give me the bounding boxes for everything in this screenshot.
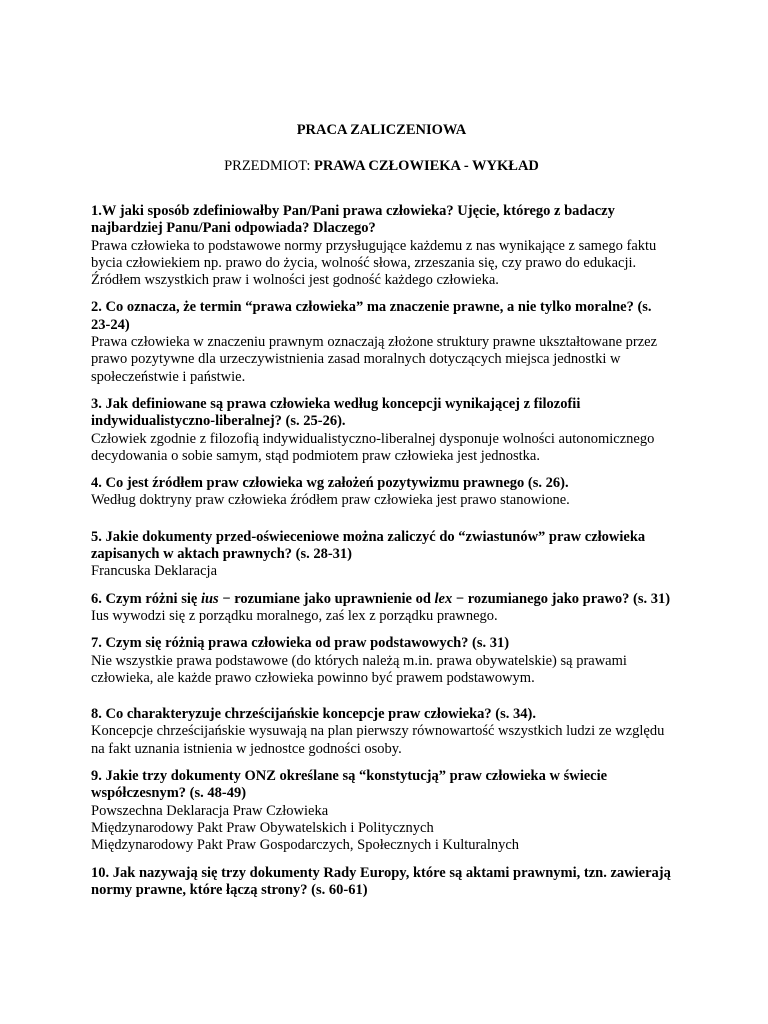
question-text: 9. Jakie trzy dokumenty ONZ określane są “konstytucją” praw człowieka w świecie współczesnym? (s. 48-49) [91,768,608,802]
answer-line: Powszechna Deklaracja Praw Człowieka [91,802,329,819]
qa-item-4 [91,475,672,510]
answer-text: Prawa człowieka to podstawowe normy przysługujące każdemu z nas wynikające z samego faktu bycia człowiekiem np. prawo do życia, wolność słowa, zrzeszania się, czy prawo do edukacji. Źródłem wszystkich praw i wolności jest godność każdego człowieka. [91,237,657,289]
answer-line: Międzynarodowy Pakt Praw Gospodarczych, Społecznych i Kulturalnych [91,837,520,854]
question-text: 2. Co oznacza, że termin “prawa człowieka” ma znaczenie prawne, a nie tylko moralne? (s. 23-24) [91,299,652,333]
answer-text: Człowiek zgodnie z filozofią indywidualistyczno-liberalnej dysponuje wolności autonomicznego decydowania o sobie samym, stąd podmiotem praw człowieka jest jednostka. [91,430,655,464]
question-text: 1.W jaki sposób zdefiniowałby Pan/Pani prawa człowieka? Ujęcie, którego z badaczy najbardziej Panu/Pani odpowiada? Dlaczego? [91,203,615,237]
answer-text: Koncepcje chrześcijańskie wysuwają na plan pierwszy równowartość wszystkich ludzi ze względu na fakt uznania istnienia w jednostce godności osoby. [91,723,665,757]
answer-text: Ius wywodzi się z porządku moralnego, zaś lex z porządku prawnego. [91,607,498,624]
term-ius: ius [200,590,219,607]
answer-text: Nie wszystkie prawa podstawowe (do których należą m.in. prawa obywatelskie) są prawami człowieka, ale każde prawo człowieka powinno być prawem podstawowym. [91,652,627,686]
qa-item-9 [91,768,672,854]
question-list [91,203,672,899]
qa-item-7 [91,635,672,687]
qa-item-8 [91,706,672,758]
term-lex: lex [434,590,453,607]
question-text: 3. Jak definiowane są prawa człowieka według koncepcji wynikającej z filozofii indywidualistyczno-liberalnej? (s. 25-26). [91,395,581,430]
question-text: 10. Jak nazywają się trzy dokumenty Rady Europy, które są aktami prawnymi, tzn. zawierają normy prawne, które łączą strony? (s. 60-61) [91,864,671,898]
question-text: 7. Czym się różnią prawa człowieka od praw podstawowych? (s. 31) [91,635,510,652]
question-part: 6. Czym różni się [91,590,201,607]
question-part: − rozumianego jako prawo? (s. 31) [452,590,671,607]
answer-text: Prawa człowieka w znaczeniu prawnym oznaczają złożone struktury prawne ukształtowane przez prawo pozytywne dla urzeczywistnienia zasad moralnych dotyczących miejsca jednostki w społeczeństwie i państwie. [91,334,658,385]
question-part: − rozumiane jako uprawnienie od [218,590,435,607]
qa-item-6 [91,591,672,626]
subject-value: PRAWA CZŁOWIEKA - WYKŁAD [313,158,539,174]
question-text: 8. Co charakteryzuje chrześcijańskie koncepcje praw człowieka? (s. 34). [91,706,536,723]
qa-item-1 [91,203,672,289]
answer-text: Według doktryny praw człowieka źródłem praw człowieka jest prawo stanowione. [91,492,570,509]
qa-item-10 [91,865,672,900]
document-title: PRACA ZALICZENIOWA [296,122,467,138]
answer-line: Międzynarodowy Pakt Praw Obywatelskich i Politycznych [91,819,434,836]
qa-item-2 [91,299,672,385]
question-text: 4. Co jest źródłem praw człowieka wg założeń pozytywizmu prawnego (s. 26). [91,475,569,492]
subject-label: PRZEDMIOT: [224,158,314,174]
question-text [91,591,672,608]
qa-item-3 [91,396,672,465]
answer-text: Francuska Deklaracja [91,563,218,580]
question-text: 5. Jakie dokumenty przed-oświeceniowe można zaliczyć do “zwiastunów” praw człowieka zapisanych w aktach prawnych? (s. 28-31) [91,528,646,563]
subject-line [91,157,672,175]
qa-item-5 [91,529,672,581]
